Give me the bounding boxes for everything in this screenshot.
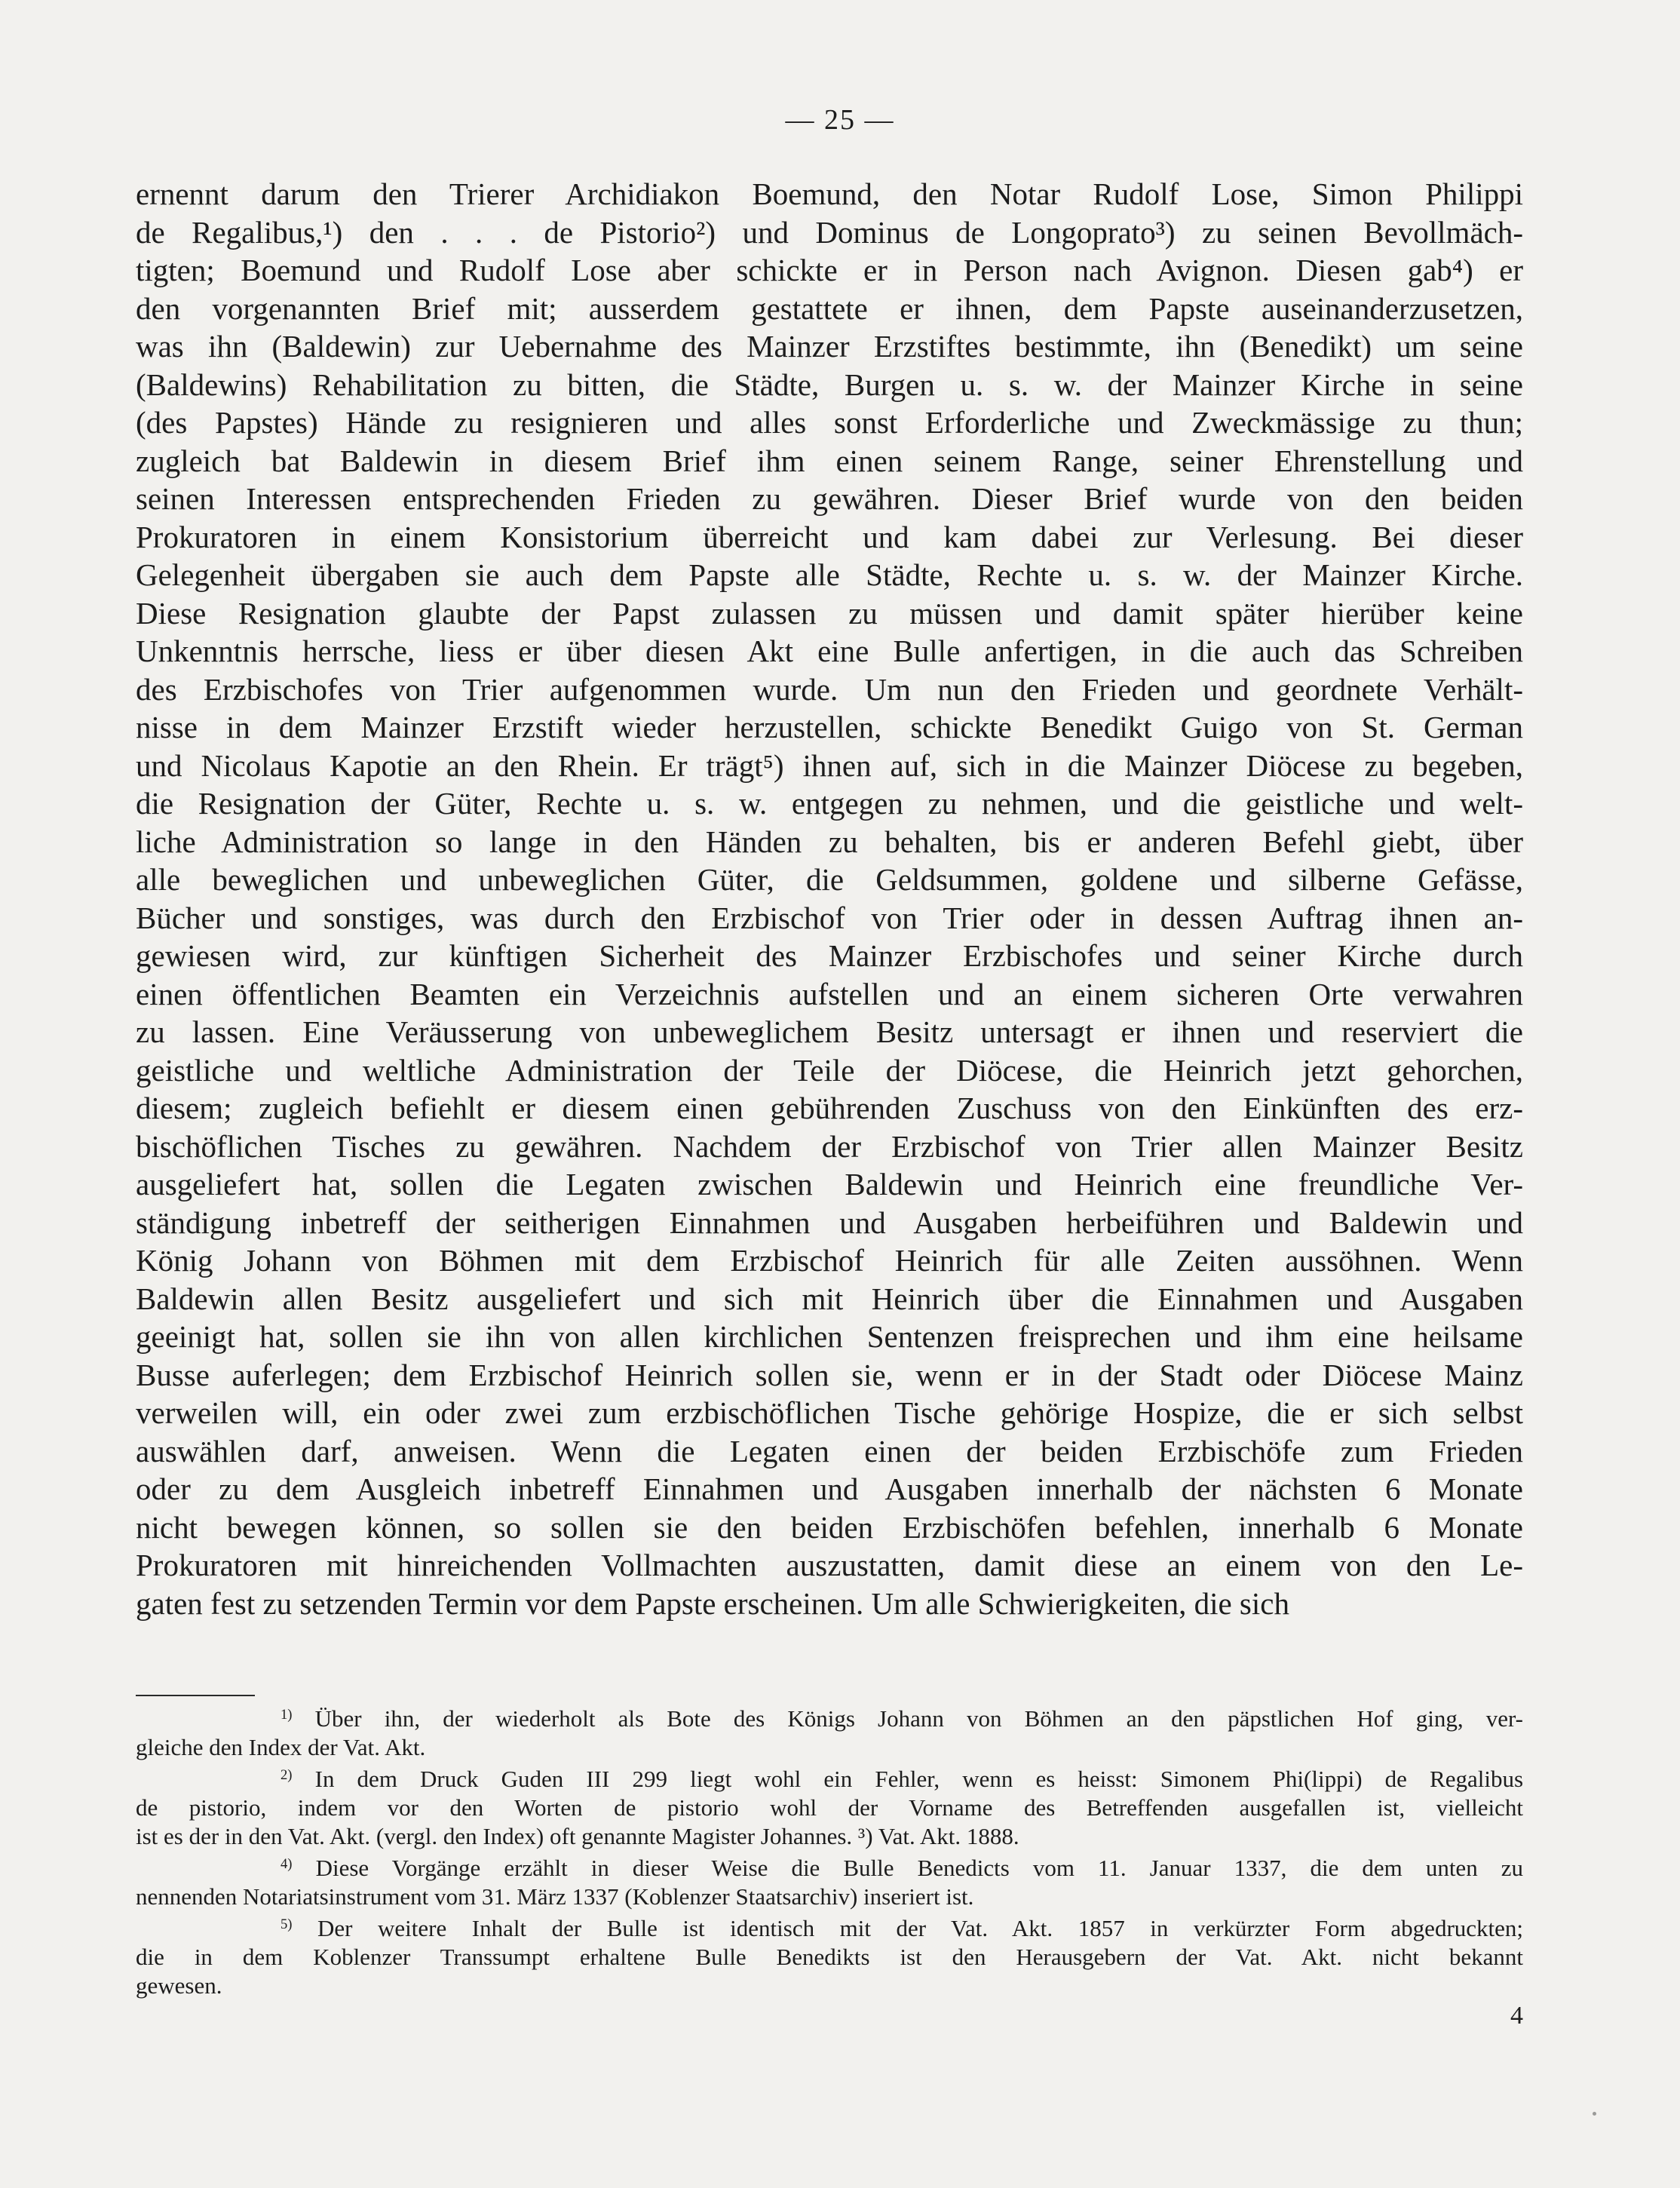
footnote-divider [136, 1695, 255, 1696]
footnote-line [136, 1705, 1523, 1733]
body-line: nisse in dem Mainzer Erzstift wieder herzustellen, schickte Benedikt Guigo von St. German [136, 710, 1523, 744]
footnote-line [136, 1914, 1523, 1943]
footnote-line [136, 1883, 1523, 1911]
body-line: liche Administration so lange in den Händen zu behalten, bis er anderen Befehl giebt, über [136, 824, 1523, 859]
footnote-marker: 2) [281, 1766, 293, 1783]
body-line: ausgeliefert hat, sollen die Legaten zwischen Baldewin und Heinrich eine freundliche Ver- [136, 1167, 1523, 1201]
signature-mark: 4 [1510, 2002, 1523, 2030]
body-line: seinen Interessen entsprechenden Frieden zu gewähren. Dieser Brief wurde von den beiden [136, 481, 1523, 516]
paper-speck [1593, 2112, 1596, 2116]
body-line: ständigung inbetreff der seitherigen Einnahmen und Ausgaben herbeiführen und Baldewin und [136, 1204, 1523, 1240]
footnote-line [136, 1854, 1523, 1883]
body-line: zugleich bat Baldewin in diesem Brief ihm einen seinem Range, seiner Ehrenstellung und [136, 443, 1523, 478]
body-line: Gelegenheit übergaben sie auch dem Papste alle Städte, Rechte u. s. w. der Mainzer Kirche. [136, 557, 1523, 592]
body-line: (Baldewins) Rehabilitation zu bitten, die Städte, Burgen u. s. w. der Mainzer Kirche in seine [136, 367, 1523, 402]
body-line: Busse auferlegen; dem Erzbischof Heinrich sollen sie, wenn er in der Stadt oder Diöcese Mainz [136, 1357, 1523, 1392]
body-line: Prokuratoren mit hinreichenden Vollmachten auszustatten, damit diese an einem von den Le- [136, 1548, 1523, 1582]
body-line: zu lassen. Eine Veräusserung von unbeweglichem Besitz untersagt er ihnen und reserviert die [136, 1014, 1523, 1049]
body-line: und Nicolaus Kapotie an den Rhein. Er trägt⁵) ihnen auf, sich in die Mainzer Diöcese zu begeben, [136, 747, 1523, 783]
footnote-text: In dem Druck Guden III 299 liegt wohl ein Fehler, wenn es heisst: Simonem Phi(lippi) de Regalibus [314, 1766, 1524, 1792]
footnotes-block [136, 1705, 1523, 2000]
body-line: gaten fest zu setzenden Termin vor dem Papste erscheinen. Um alle Schwierigkeiten, die sich [136, 1585, 1289, 1621]
body-line: oder zu dem Ausgleich inbetreff Einnahmen und Ausgaben innerhalb der nächsten 6 Monate [136, 1471, 1523, 1506]
footnote-marker: 4) [281, 1855, 293, 1872]
footnote [136, 1914, 1523, 2000]
footnote-text: die in dem Koblenzer Transsumpt erhaltene Bulle Benedikts ist den Herausgebern der Vat. Akt. nicht bekannt [136, 1944, 1523, 1970]
body-line: Bücher und sonstiges, was durch den Erzbischof von Trier oder in dessen Auftrag ihnen an- [136, 900, 1523, 935]
body-line: was ihn (Baldewin) zur Uebernahme des Mainzer Erzstiftes bestimmte, ihn (Benedikt) um seine [136, 329, 1523, 364]
footnote-text: Der weitere Inhalt der Bulle ist identisch mit der Vat. Akt. 1857 in verkürzter Form abgedruckten; [317, 1915, 1524, 1941]
body-line: des Erzbischofes von Trier aufgenommen wurde. Um nun den Frieden und geordnete Verhält- [136, 671, 1523, 707]
main-text-block [136, 175, 1523, 1622]
body-line: verweilen will, ein oder zwei zum erzbischöflichen Tische gehörige Hospize, die er sich selbst [136, 1395, 1523, 1430]
body-line: (des Papstes) Hände zu resignieren und alles sonst Erforderliche und Zweckmässige zu thun; [136, 405, 1523, 440]
footnote-marker: 1) [281, 1706, 293, 1723]
body-line: nicht bewegen können, so sollen sie den beiden Erzbischöfen befehlen, innerhalb 6 Monate [136, 1509, 1523, 1545]
body-line: gewiesen wird, zur künftigen Sicherheit des Mainzer Erzbischofes und seiner Kirche durch [136, 938, 1523, 973]
body-line: Unkenntnis herrsche, liess er über diesen Akt eine Bulle anfertigen, in die auch das Schreiben [136, 634, 1523, 668]
footnote-line [136, 1794, 1523, 1822]
footnote [136, 1854, 1523, 1911]
footnote-line [136, 1972, 1523, 2000]
body-line: Diese Resignation glaubte der Papst zulassen zu müssen und damit später hierüber keine [136, 595, 1523, 631]
body-line: Prokuratoren in einem Konsistorium überreicht und kam dabei zur Verlesung. Bei dieser [136, 519, 1523, 554]
body-line: tigten; Boemund und Rudolf Lose aber schickte er in Person nach Avignon. Diesen gab⁴) er [136, 253, 1523, 287]
footnote-line [136, 1733, 1523, 1762]
footnote-text: Diese Vorgänge erzählt in dieser Weise die Bulle Benedicts vom 11. Januar 1337, die dem unten zu [315, 1855, 1524, 1881]
footnote-text: nennenden Notariatsinstrument vom 31. März 1337 (Koblenzer Staatsarchiv) inseriert ist. [136, 1883, 974, 1910]
body-line: diesem; zugleich befiehlt er diesem einen gebührenden Zuschuss von den Einkünften des erz- [136, 1091, 1523, 1125]
footnote-text: de pistorio, indem vor den Worten de pistorio wohl der Vorname des Betreffenden ausgefallen ist, vielleicht [136, 1794, 1523, 1821]
body-line: auswählen darf, anweisen. Wenn die Legaten einen der beiden Erzbischöfe zum Frieden [136, 1433, 1523, 1468]
body-line: de Regalibus,¹) den . . . de Pistorio²) und Dominus de Longoprato³) zu seinen Bevollmäch- [136, 214, 1523, 250]
footnote-text: ist es der in den Vat. Akt. (vergl. den Index) oft genannte Magister Johannes. ³) Vat. Akt. 1888. [136, 1823, 1019, 1849]
footnote [136, 1765, 1523, 1851]
body-line: die Resignation der Güter, Rechte u. s. w. entgegen zu nehmen, und die geistliche und welt- [136, 786, 1523, 821]
body-line: König Johann von Böhmen mit dem Erzbischof Heinrich für alle Zeiten aussöhnen. Wenn [136, 1243, 1523, 1278]
body-line: ernennt darum den Trierer Archidiakon Boemund, den Notar Rudolf Lose, Simon Philippi [136, 176, 1523, 211]
body-line: geistliche und weltliche Administration der Teile der Diöcese, die Heinrich jetzt gehorchen, [136, 1052, 1523, 1088]
body-line: einen öffentlichen Beamten ein Verzeichnis aufstellen und an einem sicheren Orte verwahren [136, 976, 1523, 1011]
footnote-line [136, 1822, 1523, 1851]
body-line: Baldewin allen Besitz ausgeliefert und sich mit Heinrich über die Einnahmen und Ausgaben [136, 1281, 1523, 1316]
footnote-text: gleiche den Index der Vat. Akt. [136, 1734, 426, 1760]
page-number-header: — 25 — [785, 104, 895, 136]
footnote-line [136, 1765, 1523, 1794]
footnote-text: Über ihn, der wiederholt als Bote des Königs Johann von Böhmen an den päpstlichen Hof ging, ver- [314, 1705, 1523, 1732]
body-line: bischöflichen Tisches zu gewähren. Nachdem der Erzbischof von Trier allen Mainzer Besitz [136, 1128, 1523, 1164]
body-line: den vorgenannten Brief mit; ausserdem gestattete er ihnen, dem Papste auseinanderzusetzen, [136, 290, 1523, 326]
footnote [136, 1705, 1523, 1762]
footnote-line [136, 1943, 1523, 1972]
body-line: alle beweglichen und unbeweglichen Güter, die Geldsummen, goldene und silberne Gefässe, [136, 862, 1523, 897]
footnote-text: gewesen. [136, 1972, 222, 1999]
footnote-marker: 5) [281, 1916, 293, 1932]
body-line: geeinigt hat, sollen sie ihn von allen kirchlichen Sentenzen freisprechen und ihm eine heilsame [136, 1319, 1523, 1354]
